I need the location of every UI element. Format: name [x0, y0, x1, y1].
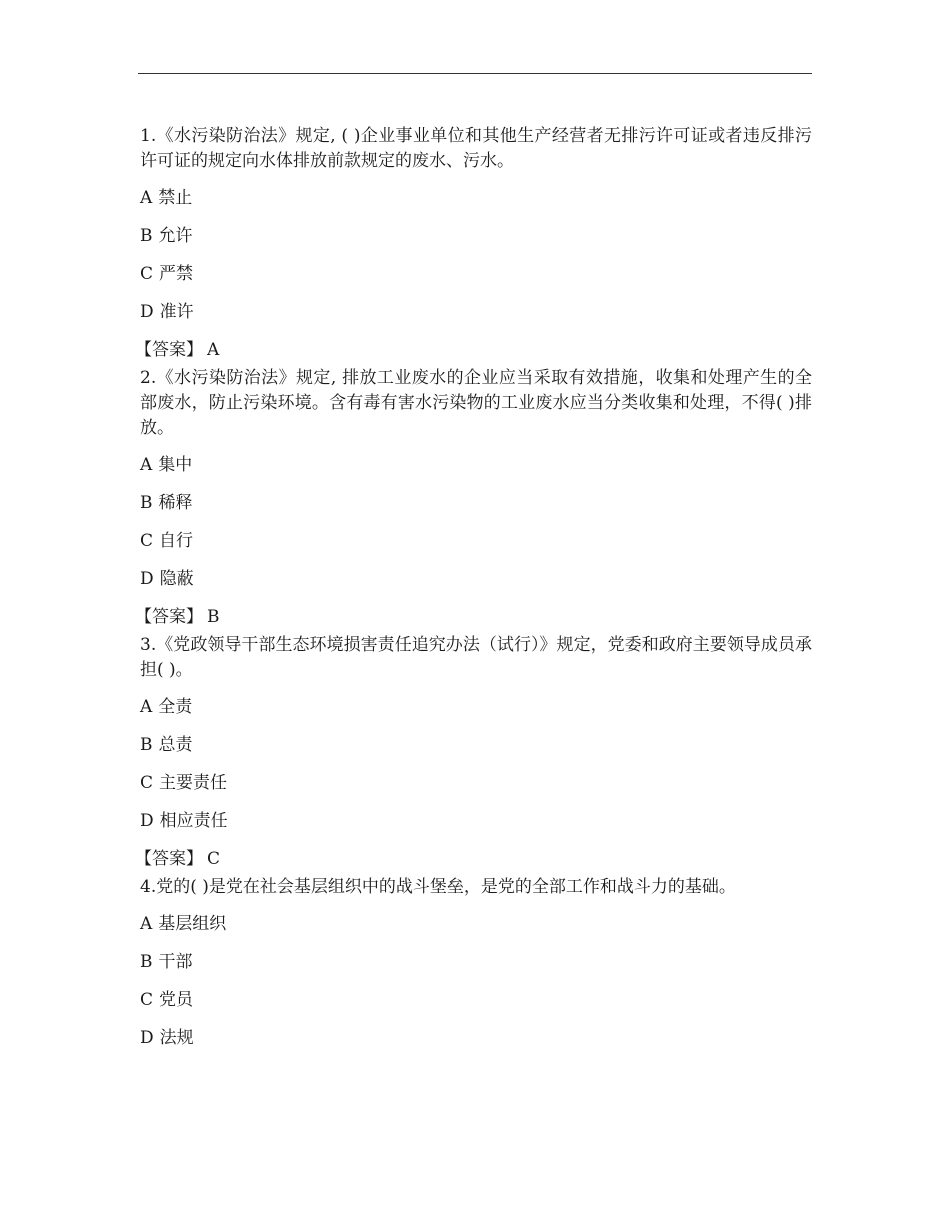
option-text: 基层组织 — [158, 914, 227, 934]
option-text: 准许 — [159, 302, 194, 322]
answer-value: B — [207, 607, 220, 627]
option-letter: C — [140, 264, 154, 284]
option-letter: A — [140, 188, 153, 208]
option-letter: B — [140, 735, 153, 755]
option-letter: D — [140, 811, 154, 831]
option-letter: A — [140, 455, 153, 475]
question-stem: 1.《水污染防治法》规定, ( )企业事业单位和其他生产经营者无排污许可证或者违反排污许可证的规定向水体排放前款规定的废水、污水。 — [140, 126, 812, 171]
option-d — [140, 567, 812, 592]
option-text: 稀释 — [158, 493, 193, 513]
header-rule — [138, 73, 812, 74]
question-stem: 2.《水污染防治法》规定, 排放工业废水的企业应当采取有效措施，收集和处理产生的全部废水，防止污染环境。含有毒有害水污染物的工业废水应当分类收集和处理，不得( )排放。 — [140, 368, 812, 438]
question-1 — [135, 124, 812, 363]
option-a — [140, 186, 812, 211]
option-letter: B — [140, 952, 153, 972]
option-a — [140, 912, 812, 937]
option-letter: D — [140, 302, 154, 322]
option-text: 严禁 — [159, 264, 194, 284]
option-b — [140, 950, 812, 975]
option-text: 集中 — [158, 455, 193, 475]
answer-label: 【答案】 — [135, 340, 203, 360]
option-text: 全责 — [158, 697, 193, 717]
question-list — [135, 124, 812, 1064]
option-text: 相应责任 — [159, 811, 228, 831]
option-letter: A — [140, 697, 153, 717]
question-stem: 3.《党政领导干部生态环境损害责任追究办法（试行）》规定，党委和政府主要领导成员承担( )。 — [140, 635, 812, 680]
option-letter: B — [140, 226, 153, 246]
answer-label: 【答案】 — [135, 849, 203, 869]
option-b — [140, 224, 812, 249]
answer-value: C — [207, 849, 221, 869]
answer-line — [135, 605, 812, 630]
question-stem: 4.党的( )是党在社会基层组织中的战斗堡垒，是党的全部工作和战斗力的基础。 — [140, 877, 736, 897]
question-3 — [135, 633, 812, 872]
option-text: 干部 — [158, 952, 193, 972]
option-text: 总责 — [158, 735, 193, 755]
option-text: 自行 — [159, 531, 194, 551]
option-b — [140, 491, 812, 516]
option-b — [140, 733, 812, 758]
option-letter: C — [140, 990, 154, 1010]
answer-label: 【答案】 — [135, 607, 203, 627]
option-a — [140, 453, 812, 478]
option-letter: A — [140, 914, 153, 934]
option-c — [140, 262, 812, 287]
option-text: 隐蔽 — [159, 569, 194, 589]
answer-line — [135, 338, 812, 363]
option-letter: C — [140, 773, 154, 793]
option-d — [140, 809, 812, 834]
question-2 — [135, 366, 812, 630]
answer-value: A — [207, 340, 220, 360]
option-c — [140, 771, 812, 796]
answer-line — [135, 847, 812, 872]
option-d — [140, 300, 812, 325]
option-d — [140, 1026, 812, 1051]
option-letter: D — [140, 1028, 154, 1048]
option-text: 禁止 — [158, 188, 193, 208]
option-text: 法规 — [159, 1028, 194, 1048]
option-c — [140, 988, 812, 1013]
option-a — [140, 695, 812, 720]
question-4 — [140, 875, 812, 1051]
option-text: 党员 — [159, 990, 194, 1010]
option-letter: C — [140, 531, 154, 551]
option-text: 允许 — [158, 226, 193, 246]
option-letter: D — [140, 569, 154, 589]
option-letter: B — [140, 493, 153, 513]
option-c — [140, 529, 812, 554]
option-text: 主要责任 — [159, 773, 228, 793]
